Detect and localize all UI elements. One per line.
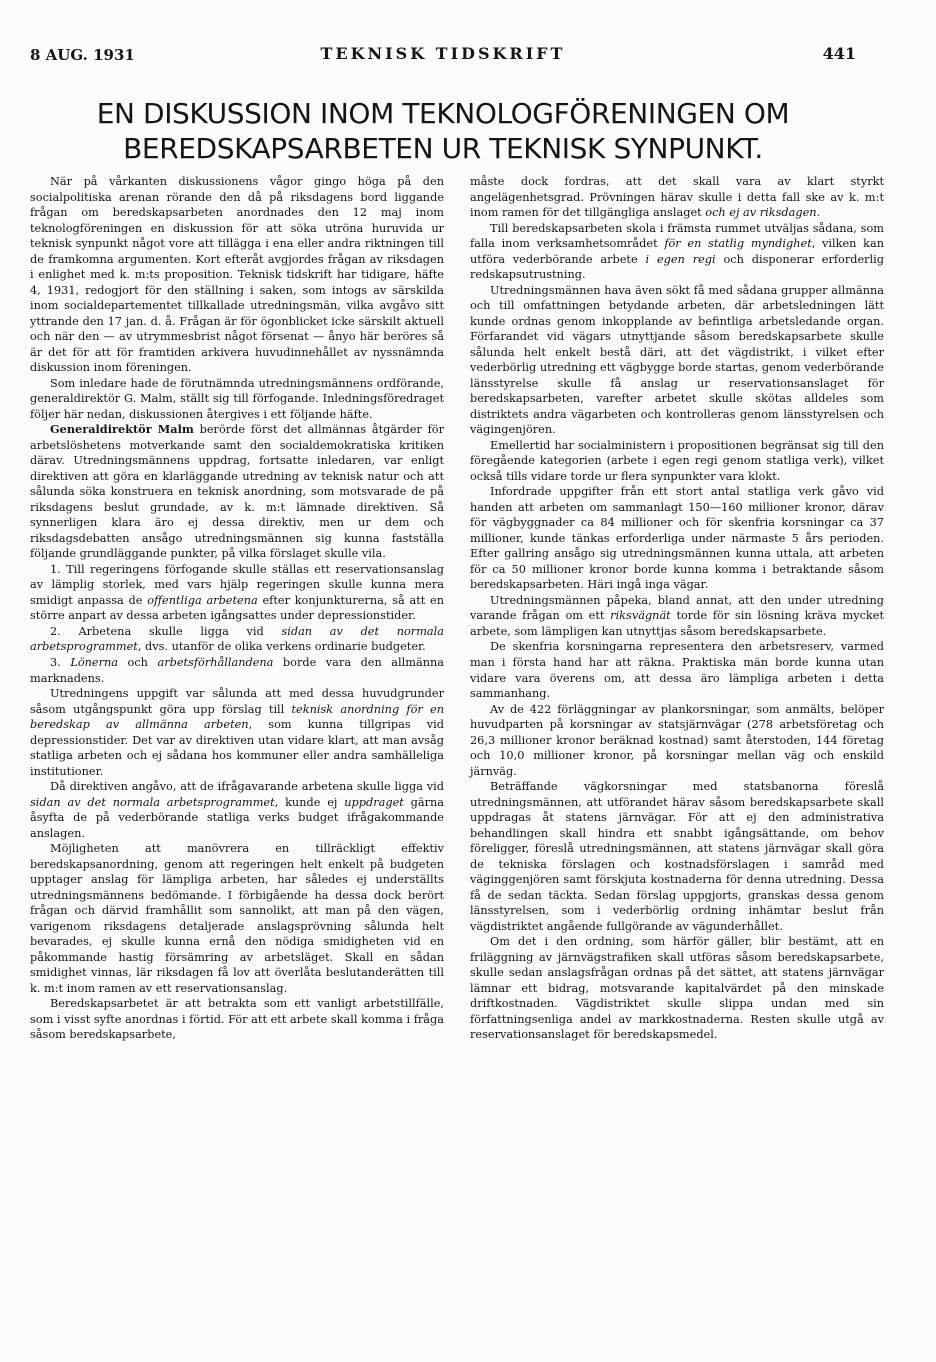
paragraph: 3. Lönerna och arbetsförhållandena borde vara den allmänna marknadens. <box>30 655 444 685</box>
title-line-1: EN DISKUSSION INOM TEKNOLOGFÖRENINGEN OM <box>96 97 790 130</box>
paragraph: 2. Arbetena skulle ligga vid sidan av det normala arbetsprogrammet, dvs. utanför de olika verkens ordinarie budgeter. <box>30 624 444 654</box>
title-line-2: BEREDSKAPSARBETEN UR TEKNISK SYNPUNKT. <box>123 132 763 165</box>
paragraph: Av de 422 förläggningar av plankorsningar, som anmälts, belöper huvudparten på korsningar av statsjärnvägar (278 arbetsföretag och 26,3 millioner kronor beräknad kostnad) samt återstoden, 144 företag och 10,0 millioner kronor, på korsningar mellan väg och enskild järnväg. <box>470 702 884 778</box>
journal-name: TEKNISK TIDSKRIFT <box>320 44 566 63</box>
issue-date: 8 AUG. 1931 <box>30 46 135 64</box>
paragraph: När på vårkanten diskussionens vågor gingo höga på den socialpolitiska arenan rörande den då på riksdagens bord liggande frågan om beredskapsarbeten anordnades den 12 maj inom teknologföreningen en diskussion för att söka utröna huruvida ur teknisk synpunkt något vore att tillägga i ena eller andra riktningen till de framkomna argumenten. Kort efteråt avgjordes frågan av riksdagen i enlighet med k. m:ts proposition. Teknisk tidskrift har tidigare, häfte 4, 1931, redogjort för den ställning i saken, som intogs av särskilda inom socialdepartementet tillkallade utredningsmän, vilka avgåvo sitt yttrande den 17 jan. d. å. Frågan är för ögonblicket icke särskilt aktuell och när den — av utrymmesbrist något försenat — ånyo här beröres så är det för att för framtiden arkivera huvudinnehållet av nyssnämnda diskussion inom föreningen. <box>30 175 444 375</box>
paragraph: Emellertid har socialministern i propositionen begränsat sig till den föregående kategorien (arbete i egen regi genom statliga verk), vilket också tills vidare torde ur flera synpunkter vara klokt. <box>470 438 884 483</box>
paragraph: De skenfria korsningarna representera den arbetsreserv, varmed man i första hand har att räkna. Praktiska män borde kunna utan vidare vara överens om, att dessa äro lämpliga arbeten i detta sammanhang. <box>470 640 884 701</box>
running-header <box>30 44 856 68</box>
paragraph: Beredskapsarbetet är att betrakta som ett vanligt arbetstillfälle, som i visst syfte anordnas i förtid. För att ett arbete skall komma i fråga såsom beredskapsarbete, <box>30 997 444 1042</box>
paragraph: Som inledare hade de förutnämnda utredningsmännens ordförande, generaldirektör G. Malm, ställt sig till förfogande. Inledningsföredraget följer här nedan, diskussionen återgives i ett följande häfte. <box>30 376 444 421</box>
paragraph: Då direktiven angåvo, att de ifrågavarande arbetena skulle ligga vid sidan av det normala arbetsprogrammet, kunde ej uppdraget gärna åsyfta de på vederbörande statliga verks budget ifrågakommande anslagen. <box>30 780 445 840</box>
article-title <box>30 96 856 166</box>
right-column <box>470 174 884 1043</box>
paragraph: Möjligheten att manövrera en tillräckligt effektiv beredskapsanordning, genom att regeringen helt enkelt på budgeten upptager anslag för lämpliga arbeten, har således ej underställts utredningsmännens bedömande. I förbigående ha dessa dock berört frågan och därvid framhållit som sannolikt, att man på den vägen, varigenom riksdagens detaljerade anslagsprövning sålunda helt bevarades, ej skulle kunna ernå den nödiga smidigheten vid en påkommande hastig försämring av arbetsläget. Skall en sådan smidighet vinnas, lär riksdagen få lov att överlåta beslutanderätten till k. m:t inom ramen av ett reservationsanslag. <box>30 842 444 995</box>
paragraph: Utredningsmännen hava även sökt få med sådana grupper allmänna och till omfattningen betydande arbeten, där arbetsledningen lätt kunde ordnas genom inkopplande av befintliga arbetsledande organ. Förfarandet vid vägars utnyttjande såsom beredskapsarbete skulle sålunda helt enkelt bestå däri, att det vägdistrikt, i vilket efter vederbörlig utredning ett vägbygge borde startas, genom vederbörande länsstyrelse skulle få anslag ur reservationsanslaget för beredskapsarbeten, varefter arbetet skulle skötas alldeles som distriktets andra vägarbeten och kontrolleras genom länsstyrelsen och vägingenjören. <box>470 283 884 437</box>
left-column <box>30 174 444 1043</box>
paragraph: Beträffande vägkorsningar med statsbanorna föreslå utredningsmännen, att utförandet härav såsom beredskapsarbete skall uppdragas åt statens järnvägar. För att ej den administrativa behandlingen skall hindra ett snabbt igångsättande, om behov föreligger, föreslå utredningsmännen, att statens järnvägar skall göra de tekniska förslagen och kostnadsförslagen i samråd med väginggenjören samt förskjuta kostnaderna för denna utredning. Dessa få de sedan täckta. Sedan förslag uppgjorts, granskas dessa genom länsstyrelsen, som i vederbörlig ordning inhämtar beslut från vägdistriktet angående fullgörande av vägunderhållet. <box>470 780 884 933</box>
paragraph: Utredningsmännen påpeka, bland annat, att den under utredning varande frågan om ett riksvägnät torde för sin lösning kräva mycket arbete, som lämpligen kan utnyttjas såsom beredskapsarbete. <box>470 593 884 638</box>
paragraph: Till beredskapsarbeten skola i främsta rummet utväljas sådana, som falla inom verksamhetsområdet för en statlig myndighet, vilken kan utföra vederbörande arbete i egen regi och disponerar erforderlig redskapsutrustning. <box>470 221 885 282</box>
paragraph: Generaldirektör Malm berörde först det allmännas åtgärder för arbetslöshetens motverkande samt den socialdemokratiska kritiken därav. Utredningsmännens uppdrag, fortsatte inledaren, var enligt direktiven att göra en klarläggande utredning av teknisk natur och att sålunda söka konstruera en teknisk anordning, som motsvarade de på riksdagens beslut grundade, av k. m:t lämnade direktiven. Så synnerligen klara äro ej dessa direktiv, men ur dem och riksdagsdebatten ansågo utredningsmännen sig kunna fastställa följande grundläggande punkter, på vilka förslaget skulle vila. <box>30 422 444 561</box>
paragraph: Utredningens uppgift var sålunda att med dessa huvudgrunder såsom utgångspunkt göra upp förslag till teknisk anordning för en beredskap av allmänna arbeten, som kunna tillgripas vid depressionstider. Det var av direktiven utan vidare klart, att man avsåg statliga arbeten och ej sådana hos kommuner eller andra samhälleliga institutioner. <box>30 687 444 778</box>
page-number: 441 <box>822 44 856 63</box>
paragraph: 1. Till regeringens förfogande skulle ställas ett reservationsanslag av lämplig storlek, med vars hjälp regeringen skulle kunna mera smidigt anpassa de offentliga arbetena efter konjunkturerna, så att en större anpart av dessa arbeten igångsattes under depressionstider. <box>30 562 444 623</box>
paragraph: Infordrade uppgifter från ett stort antal statliga verk gåvo vid handen att arbeten om sammanlagt 150—160 millioner kronor, därav för vägbyggnader ca 84 millioner och för skenfria korsningar ca 37 millioner, kunde tänkas erforderliga under närmaste 5 års perioden. Efter gallring ansågo sig utredningsmännen kunna uttala, att arbeten för ca 50 millioner kronor borde kunna komma i betraktande såsom beredskapsarbeten. Häri ingå inga vägar. <box>470 485 884 592</box>
paragraph: Om det i den ordning, som härför gäller, blir bestämt, att en friläggning av järnvägstrafiken skall utföras såsom beredskapsarbete, skulle sedan anslagsfrågan ordnas på det sättet, att statens järnvägar lämnar ett bidrag, motsvarande kapitalvärdet på den minskade driftkostnaden. Vägdistriktet skulle slippa undan med sin författningsenliga andel av markkostnaderna. Resten skulle utgå av reservationsanslaget för beredskapsmedel. <box>470 935 884 1042</box>
speaker-name: Generaldirektör Malm <box>50 422 194 437</box>
paragraph: måste dock fordras, att det skall vara av klart styrkt angelägenhetsgrad. Prövningen härav skulle i detta fall ske av k. m:t inom ramen för det tillgängliga anslaget och ej av riksdagen. <box>470 175 884 220</box>
